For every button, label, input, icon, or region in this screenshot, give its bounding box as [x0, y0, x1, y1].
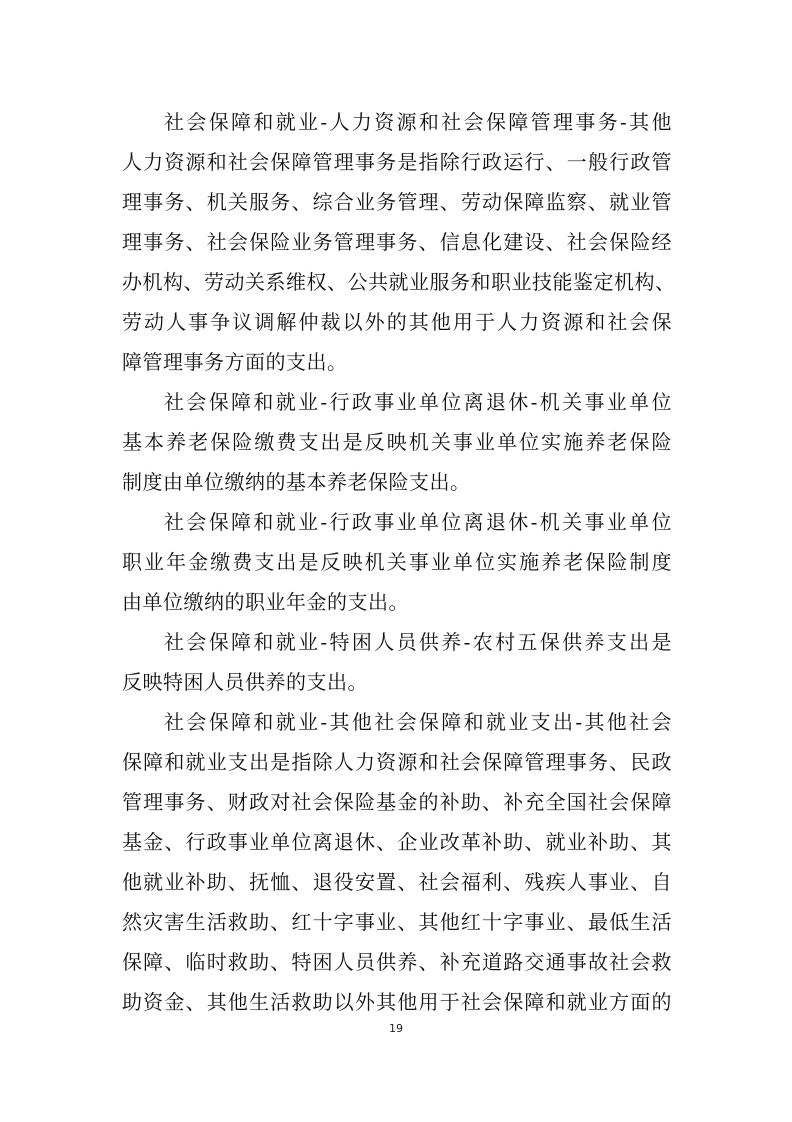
paragraph-other-social-security — [122, 702, 672, 1022]
text-line: 管理事务、财政对社会保险基金的补助、补充全国社会保障 — [122, 790, 672, 814]
text-line: 助资金、其他生活救助以外其他用于社会保障和就业方面的 — [122, 990, 672, 1014]
text-line: 社会保障和就业-人力资源和社会保障管理事务-其他 — [164, 110, 672, 134]
page-number: 19 — [389, 1022, 403, 1035]
paragraph-occupational-annuity — [122, 502, 672, 622]
text-line: 理事务、机关服务、综合业务管理、劳动保障监察、就业管 — [122, 190, 672, 214]
text-line: 劳动人事争议调解仲裁以外的其他用于人力资源和社会保 — [122, 310, 672, 334]
text-line: 反映特困人员供养的支出。 — [122, 670, 368, 694]
text-line: 保障、临时救助、特困人员供养、补充道路交通事故社会救 — [122, 950, 672, 974]
text-line: 由单位缴纳的职业年金的支出。 — [122, 590, 409, 614]
text-line: 然灾害生活救助、红十字事业、其他红十字事业、最低生活 — [122, 910, 672, 934]
text-line: 基本养老保险缴费支出是反映机关事业单位实施养老保险 — [122, 430, 672, 454]
text-line: 人力资源和社会保障管理事务是指除行政运行、一般行政管 — [122, 150, 672, 174]
text-line: 社会保障和就业-行政事业单位离退休-机关事业单位 — [164, 390, 672, 414]
text-line: 理事务、社会保险业务管理事务、信息化建设、社会保险经 — [122, 230, 672, 254]
text-line: 职业年金缴费支出是反映机关事业单位实施养老保险制度 — [122, 550, 672, 574]
paragraph-basic-pension — [122, 382, 672, 502]
paragraph-extreme-poverty-support — [122, 622, 672, 702]
text-line: 障管理事务方面的支出。 — [122, 350, 348, 374]
text-line: 保障和就业支出是指除人力资源和社会保障管理事务、民政 — [122, 750, 672, 774]
text-line: 制度由单位缴纳的基本养老保险支出。 — [122, 470, 471, 494]
text-line: 他就业补助、抚恤、退役安置、社会福利、残疾人事业、自 — [122, 870, 672, 894]
text-line: 办机构、劳动关系维权、公共就业服务和职业技能鉴定机构、 — [122, 270, 676, 294]
text-line: 社会保障和就业-特困人员供养-农村五保供养支出是 — [164, 630, 672, 654]
text-line: 社会保障和就业-其他社会保障和就业支出-其他社会 — [164, 710, 672, 734]
text-line: 基金、行政事业单位离退休、企业改革补助、就业补助、其 — [122, 830, 672, 854]
paragraph-human-resources — [122, 102, 676, 382]
text-line: 社会保障和就业-行政事业单位离退休-机关事业单位 — [164, 510, 672, 534]
